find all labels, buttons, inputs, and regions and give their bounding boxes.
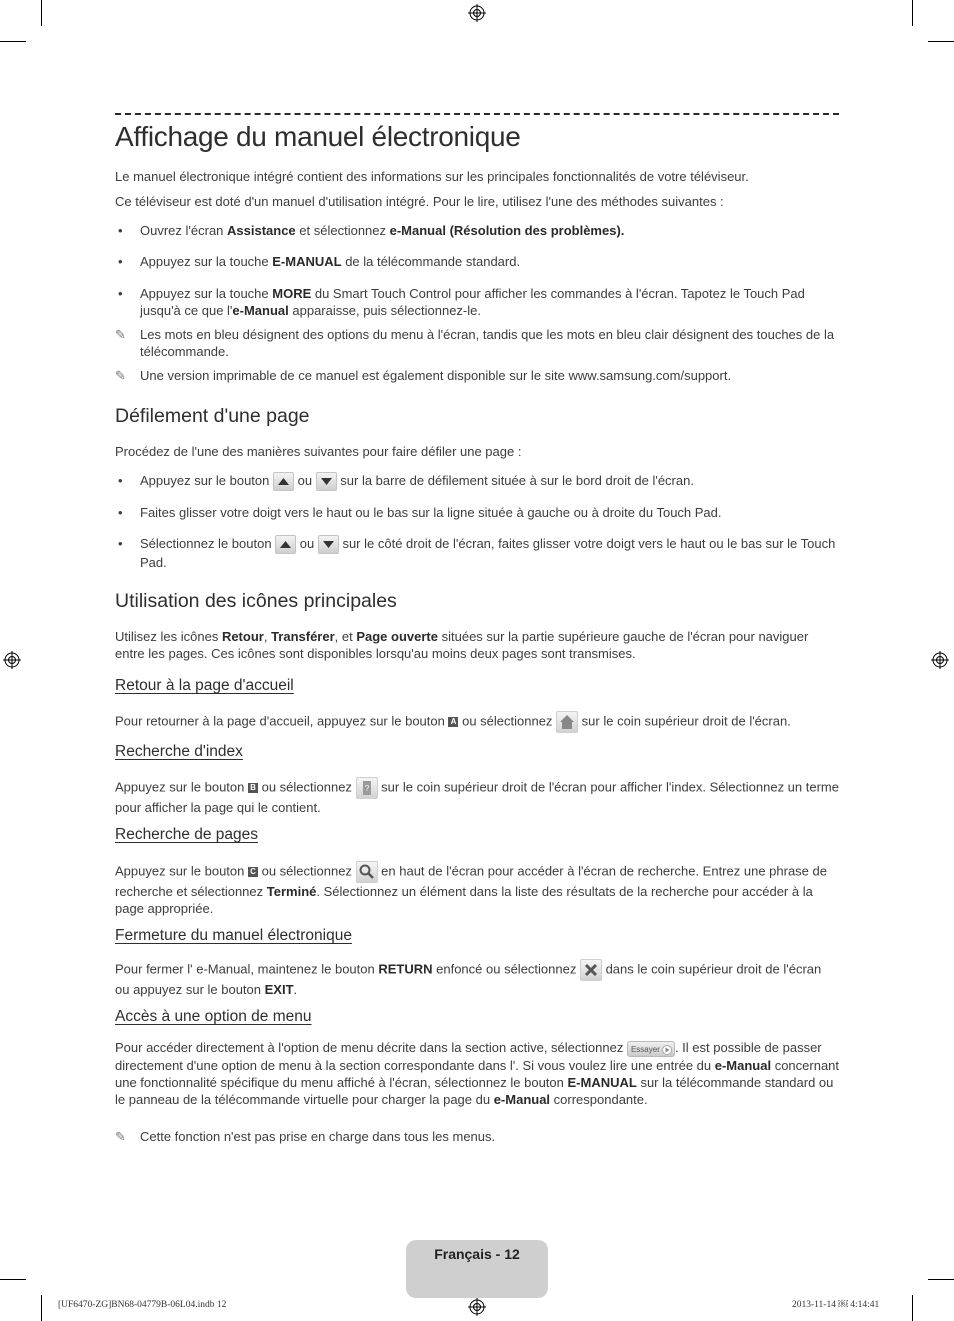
essayer-button: Essayer — [627, 1041, 675, 1057]
crop-mark — [41, 0, 42, 26]
key-a-icon: A — [448, 717, 458, 727]
list-item-text: Appuyez sur la touche E-MANUAL de la télécommande standard. — [140, 254, 521, 269]
search-icon — [356, 861, 378, 883]
crop-mark — [0, 41, 26, 42]
registration-mark-icon — [468, 1298, 486, 1316]
scroll-down-icon — [316, 472, 337, 491]
bullet: • — [118, 286, 123, 301]
registration-mark-icon — [3, 651, 21, 669]
subsection-heading: Fermeture du manuel électronique — [115, 927, 352, 944]
crop-mark — [41, 1295, 42, 1321]
section-intro: Procédez de l'une des manières suivantes pour faire défiler une page : — [115, 444, 522, 459]
title-rule — [115, 113, 839, 115]
svg-text:?: ? — [364, 784, 369, 793]
subsection-heading: Recherche de pages — [115, 826, 259, 843]
page-number: Français - 12 — [434, 1246, 520, 1262]
bullet: • — [118, 254, 123, 269]
crop-mark — [928, 1279, 954, 1280]
list-item-text: Faites glisser votre doigt vers le haut ou le bas sur la ligne située à gauche ou à droite du Touch Pad. — [140, 505, 722, 520]
section-heading: Défilement d'une page — [115, 405, 310, 427]
key-c-icon: C — [248, 867, 258, 877]
bullet: • — [118, 536, 123, 551]
intro-paragraph: Le manuel électronique intégré contient des informations sur les principales fonctionnalités de votre téléviseur. — [115, 169, 749, 184]
page-title: Affichage du manuel électronique — [115, 121, 521, 152]
bullet: • — [118, 473, 123, 488]
home-icon — [556, 711, 578, 733]
pencil-icon: ✎ — [115, 1129, 126, 1144]
crop-mark — [912, 1295, 913, 1321]
list-item-text: Sélectionnez le bouton ou sur le côté droit de l'écran, faites glisser votre doigt vers le haut ou le bas sur le Touch Pad. — [140, 536, 836, 571]
pencil-icon: ✎ — [115, 327, 126, 342]
note-text: Les mots en bleu désignent des options du menu à l'écran, tandis que les mots en bleu clair désignent des touches de la télécommande. — [140, 327, 835, 359]
scroll-down-icon — [318, 535, 339, 554]
list-item-text: Appuyez sur la touche MORE du Smart Touch Control pour afficher les commandes à l'écran. Tapotez le Touch Pad jusqu'à ce que l'e-Manual apparaisse, puis sélectionnez-le. — [140, 286, 805, 318]
pencil-icon: ✎ — [115, 368, 126, 383]
crop-mark — [0, 1279, 26, 1280]
note-text: Cette fonction n'est pas prise en charge dans tous les menus. — [140, 1129, 496, 1144]
scroll-up-icon — [275, 535, 296, 554]
print-slug-left: [UF6470-ZG]BN68-04779B-06L04.indb 12 — [58, 1300, 227, 1310]
key-b-icon: B — [248, 783, 258, 793]
intro-paragraph: Ce téléviseur est doté d'un manuel d'utilisation intégré. Pour le lire, utilisez l'une des méthodes suivantes : — [115, 194, 724, 209]
subsection-heading: Recherche d'index — [115, 743, 243, 760]
subsection-paragraph: Pour retourner à la page d'accueil, appuyez sur le bouton A ou sélectionnez sur le coin supérieur droit de l'écran. — [115, 711, 839, 733]
list-item-text: Ouvrez l'écran Assistance et sélectionnez e-Manual (Résolution des problèmes). — [140, 223, 625, 238]
bullet: • — [118, 223, 123, 238]
list-item-text: Appuyez sur le bouton ou sur la barre de défilement située à sur le bord droit de l'écran. — [140, 472, 839, 491]
crop-mark — [928, 41, 954, 42]
subsection-heading: Accès à une option de menu — [115, 1008, 312, 1025]
registration-mark-icon — [468, 4, 486, 22]
close-icon — [580, 959, 602, 981]
index-icon — [356, 777, 378, 799]
subsection-paragraph: Pour accéder directement à l'option de menu décrite dans la section active, sélectionnez Essayer . Il est possible de passer directement d'une option de menu à la section correspondante dans l'. Si vous voulez lire une entrée du e-Manual concernant une fonctionnalité spécifique du menu affiché à l'écran, sélectionnez le bouton E-MANUAL sur la télécommande standard ou le panneau de la télécommande virtuelle pour charger la page du e-Manual correspondante. — [115, 1040, 840, 1107]
subsection-paragraph: Appuyez sur le bouton B ou sélectionnez ? sur le coin supérieur droit de l'écran pour afficher l'index. Sélectionnez un terme pour afficher la page qui le contient. — [115, 777, 839, 816]
bullet: • — [118, 505, 123, 520]
subsection-heading: Retour à la page d'accueil — [115, 677, 294, 694]
print-slug-right: 2013-11-14 ￼ 4:14:41 — [792, 1300, 880, 1310]
subsection-paragraph: Appuyez sur le bouton C ou sélectionnez en haut de l'écran pour accéder à l'écran de recherche. Entrez une phrase de recherche et sélectionnez Terminé. Sélectionnez un élément dans la liste des résultats de la recherche pour accéder à la page appropriée. — [115, 861, 839, 917]
note-text: Une version imprimable de ce manuel est également disponible sur le site www.samsung.com/support. — [140, 368, 732, 383]
registration-mark-icon — [931, 651, 949, 669]
crop-mark — [912, 0, 913, 26]
section-heading: Utilisation des icônes principales — [115, 590, 397, 612]
scroll-up-icon — [273, 472, 294, 491]
section-paragraph: Utilisez les icônes Retour, Transférer, et Page ouverte situées sur la partie supérieure gauche de l'écran pour naviguer entre les pages. Ces icônes sont disponibles lorsqu'au moins deux pages sont transmises. — [115, 629, 809, 661]
subsection-paragraph: Pour fermer l' e-Manual, maintenez le bouton RETURN enfoncé ou sélectionnez dans le coin supérieur droit de l'écran ou appuyez sur le bouton EXIT. — [115, 959, 839, 998]
